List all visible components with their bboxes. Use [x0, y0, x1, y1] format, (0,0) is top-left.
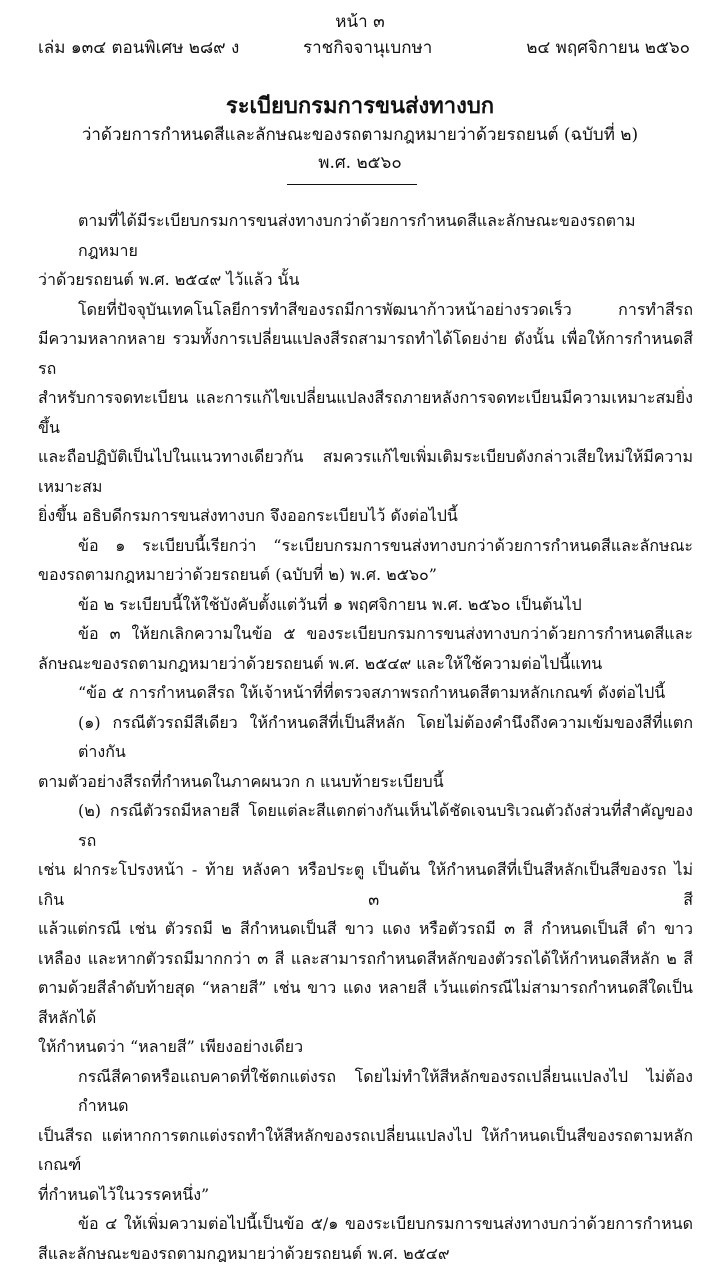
page-number: หน้า ๓ [0, 8, 720, 35]
paragraph-line: ว่าด้วยรถยนต์ พ.ศ. ๒๕๔๙ ไว้แล้ว นั้น [38, 265, 693, 295]
paragraph-line: ข้อ ๓ ให้ยกเลิกความในข้อ ๕ ของระเบียบกรมการขนส่งทางบกว่าด้วยการกำหนดสีและ [38, 619, 693, 649]
gazette-header [38, 34, 690, 58]
document-year: พ.ศ. ๒๕๖๐ [0, 149, 720, 176]
paragraph-line: ข้อ ๒ ระเบียบนี้ให้ใช้บังคับตั้งแต่วันที่ ๑ พฤศจิกายน พ.ศ. ๒๕๖๐ เป็นต้นไป [38, 590, 693, 620]
paragraph-line: โดยที่ปัจจุบันเทคโนโลยีการทำสีของรถมีการพัฒนาก้าวหน้าอย่างรวดเร็ว การทำสีรถ [38, 295, 693, 325]
paragraph-line: ข้อ ๑ ระเบียบนี้เรียกว่า “ระเบียบกรมการขนส่งทางบกว่าด้วยการกำหนดสีและลักษณะ [38, 531, 693, 561]
paragraph-line: ข้อ ๔ ให้เพิ่มความต่อไปนี้เป็นข้อ ๕/๑ ของระเบียบกรมการขนส่งทางบกว่าด้วยการกำหนด [38, 1209, 693, 1239]
paragraph-line: ตามตัวอย่างสีรถที่กำหนดในภาคผนวก ก แนบท้ายระเบียบนี้ [38, 767, 693, 797]
paragraph-line: แล้วแต่กรณี เช่น ตัวรถมี ๒ สีกำหนดเป็นสี ขาว แดง หรือตัวรถมี ๓ สี กำหนดเป็นสี ดำ ขาว [38, 914, 693, 944]
paragraph-line: “ข้อ ๕ การกำหนดสีรถ ให้เจ้าหน้าที่ที่ตรวจสภาพรถกำหนดสีตามหลักเกณฑ์ ดังต่อไปนี้ [38, 678, 693, 708]
paragraph [38, 295, 693, 531]
paragraph-line: ลักษณะของรถตามกฎหมายว่าด้วยรถยนต์ พ.ศ. ๒๕๔๙ และให้ใช้ความต่อไปนี้แทน [38, 649, 693, 679]
paragraph-line: ตามที่ได้มีระเบียบกรมการขนส่งทางบกว่าด้วยการกำหนดสีและลักษณะของรถตามกฎหมาย [38, 206, 693, 265]
paragraph-line: เป็นสีรถ แต่หากการตกแต่งรถทำให้สีหลักของรถเปลี่ยนแปลงไป ให้กำหนดเป็นสีของรถตามหลักเกณฑ์ [38, 1121, 693, 1180]
document-subtitle: ว่าด้วยการกำหนดสีและลักษณะของรถตามกฎหมายว่าด้วยรถยนต์ (ฉบับที่ ๒) [0, 121, 720, 148]
publication-date: ๒๔ พฤศจิกายน ๒๕๖๐ [526, 34, 690, 61]
paragraph [38, 206, 693, 295]
paragraph-line: มีความหลากหลาย รวมทั้งการเปลี่ยนแปลงสีรถสามารถทำได้โดยง่าย ดังนั้น เพื่อให้การกำหนดสีรถ [38, 324, 693, 383]
paragraph-line: ตามด้วยสีลำดับท้ายสุด “หลายสี” เช่น ขาว แดง หลายสี เว้นแต่กรณีไม่สามารถกำหนดสีใดเป็นสีหลักได้ [38, 973, 693, 1032]
paragraph-line: กรณีสีคาดหรือแถบคาดที่ใช้ตกแต่งรถ โดยไม่ทำให้สีหลักของรถเปลี่ยนแปลงไป ไม่ต้องกำหนด [38, 1062, 693, 1121]
paragraph [38, 531, 693, 590]
paragraph-line: (๒) กรณีตัวรถมีหลายสี โดยแต่ละสีแตกต่างกันเห็นได้ชัดเจนบริเวณตัวถังส่วนที่สำคัญของรถ [38, 796, 693, 855]
paragraph-line: สำหรับการจดทะเบียน และการแก้ไขเปลี่ยนแปลงสีรถภายหลังการจดทะเบียนมีความเหมาะสมยิ่งขึ้น [38, 383, 693, 442]
paragraph-line: เหลือง และหากตัวรถมีมากกว่า ๓ สี และสามารถกำหนดสีหลักของตัวรถได้ให้กำหนดสีหลัก ๒ สี [38, 944, 693, 974]
paragraph [38, 590, 693, 620]
volume-info: เล่ม ๑๓๔ ตอนพิเศษ ๒๘๙ ง [38, 34, 239, 61]
paragraph [38, 619, 693, 678]
paragraph [38, 1209, 693, 1268]
document-body [38, 206, 693, 1268]
gazette-name: ราชกิจจานุเบกษา [303, 34, 432, 61]
paragraph-line: ของรถตามกฎหมายว่าด้วยรถยนต์ (ฉบับที่ ๒) พ.ศ. ๒๕๖๐” [38, 560, 693, 590]
paragraph-line: และถือปฏิบัติเป็นไปในแนวทางเดียวกัน สมควรแก้ไขเพิ่มเติมระเบียบดังกล่าวเสียใหม่ให้มีความเหมาะสม [38, 442, 693, 501]
paragraph-line: ที่กำหนดไว้ในวรรคหนึ่ง” [38, 1180, 693, 1210]
title-divider [287, 184, 417, 185]
paragraph [38, 1062, 693, 1210]
paragraph [38, 796, 693, 1062]
paragraph [38, 708, 693, 797]
paragraph-line: สีและลักษณะของรถตามกฎหมายว่าด้วยรถยนต์ พ.ศ. ๒๕๔๙ [38, 1239, 693, 1268]
paragraph-line: ยิ่งขึ้น อธิบดีกรมการขนส่งทางบก จึงออกระเบียบไว้ ดังต่อไปนี้ [38, 501, 693, 531]
paragraph-line: (๑) กรณีตัวรถมีสีเดียว ให้กำหนดสีที่เป็นสีหลัก โดยไม่ต้องคำนึงถึงความเข้มของสีที่แตกต่างกัน [38, 708, 693, 767]
paragraph-line: ให้กำหนดว่า “หลายสี” เพียงอย่างเดียว [38, 1032, 693, 1062]
paragraph-line: เช่น ฝากระโปรงหน้า - ท้าย หลังคา หรือประตู เป็นต้น ให้กำหนดสีที่เป็นสีหลักเป็นสีของรถ ไม่เกิน ๓ สี [38, 855, 693, 914]
paragraph [38, 678, 693, 708]
document-title: ระเบียบกรมการขนส่งทางบก [0, 88, 720, 123]
